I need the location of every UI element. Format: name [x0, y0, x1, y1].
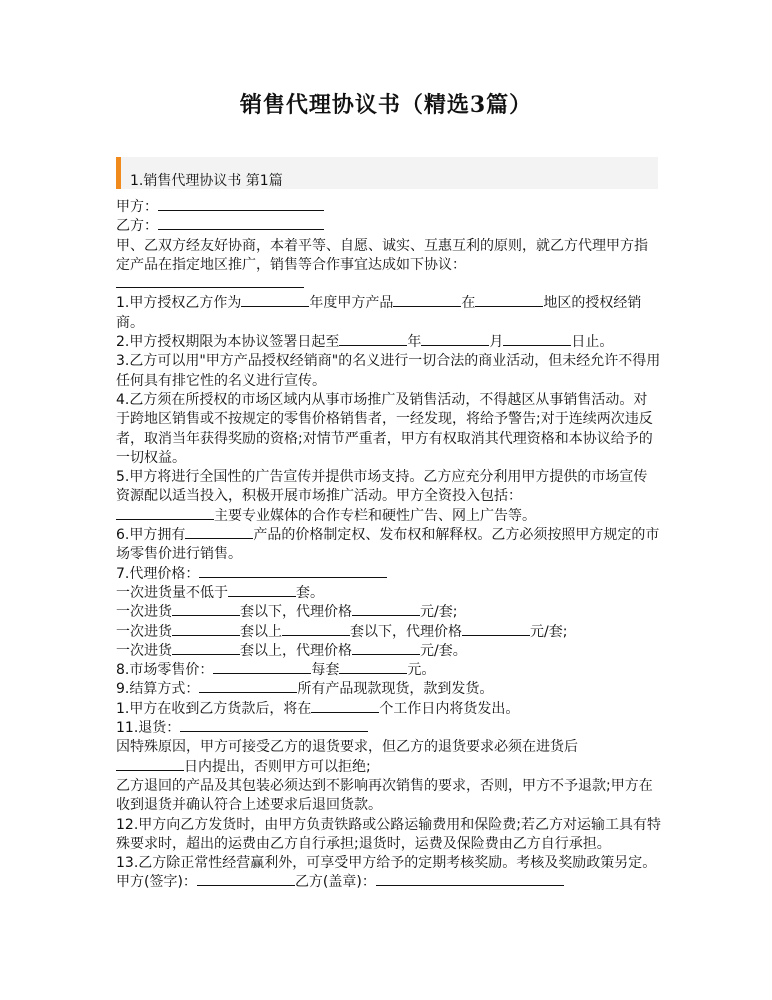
- clause-11b: 日内提出，否则甲方可以拒绝;: [116, 758, 661, 777]
- clause-12: 12.甲方向乙方发货时，由甲方负责铁路或公路运输费用和保险费;若乙方对运输工具有特殊要求时，超出的运费由乙方自行承担;退货时，运费及保险费由乙方自行承担。: [116, 816, 661, 852]
- section-heading: 1.销售代理协议书 第1篇: [130, 173, 283, 189]
- party-b-line: 乙方：: [116, 217, 661, 236]
- section-header: [116, 157, 658, 189]
- clause-13: 13.乙方除正常性经营赢利外，可享受甲方给予的定期考核奖励。考核及奖励政策另定。: [116, 855, 657, 872]
- clause-4: 4.乙方须在所授权的市场区域内从事市场推广及销售活动，不得越区从事销售活动。对于跨地区销售或不按规定的零售价格销售者，一经发现，将给予警告;对于连续两次违反者，取消当年获得奖励的资格;对情节严重者，甲方有权取消其代理资格和本协议给予的一切权益。: [116, 391, 653, 466]
- clause-11: 11.退货：: [116, 719, 661, 738]
- party-a-line: 甲方：: [116, 198, 661, 217]
- clause-11a: 因特殊原因，甲方可接受乙方的退货要求，但乙方的退货要求必须在进货后: [116, 739, 578, 756]
- clause-6: 6.甲方拥有 产品的价格制定权、发布权和解释权。乙方必须按照甲方规定的市场零售价进行销售。: [116, 527, 660, 563]
- blank-field: [116, 275, 304, 288]
- clause-5: 5.甲方将进行全国性的广告宣传并提供市场支持。乙方应充分利用甲方提供的市场宣传资源配以适当投入，积极开展市场推广活动。甲方全资投入包括：: [116, 469, 648, 505]
- signature-line: 甲方(签字)： 乙方(盖章)：: [116, 873, 661, 892]
- section-accent-bar: [116, 157, 121, 189]
- clause-9: 9.结算方式： 所有产品现款现货，款到发货。: [116, 681, 494, 698]
- clause-7d: 一次进货 套以上，代理价格 元/套。: [116, 642, 467, 659]
- clause-7c: 一次进货 套以上 套以下，代理价格 元/套;: [116, 623, 568, 640]
- clause-7a: 一次进货量不低于 套。: [116, 584, 324, 601]
- blank-field: [158, 217, 324, 230]
- clause-5-cont: 主要专业媒体的合作专栏和硬性广告、网上广告等。: [116, 507, 661, 526]
- clause-7b: 一次进货 套以下，代理价格 元/套;: [116, 604, 458, 621]
- agreement-body: [116, 198, 661, 893]
- clause-11c: 乙方退回的产品及其包装必须达到不影响再次销售的要求，否则，甲方不予退款;甲方在收到退货并确认符合上述要求后退回货款。: [116, 777, 653, 814]
- document-title: 销售代理协议书（精选3篇）: [239, 92, 533, 118]
- clause-10: 1.甲方在收到乙方货款后，将在 个工作日内将货发出。: [116, 700, 520, 717]
- clause-7: 7.代理价格：: [116, 565, 661, 584]
- clause-8: 8.市场零售价： 每套 元。: [116, 662, 436, 679]
- clause-2: 2.甲方授权期限为本协议签署日起至 年 月 日止。: [116, 334, 614, 351]
- clause-1: 1.甲方授权乙方作为 年度甲方产品 在 地区的授权经销商。: [116, 295, 642, 331]
- preamble: 甲、乙双方经友好协商，本着平等、自愿、诚实、互惠互利的原则，就乙方代理甲方指定产品在指定地区推广，销售等合作事宜达成如下协议：: [116, 237, 648, 273]
- blank-field: [158, 198, 324, 211]
- divider-line: [116, 275, 661, 294]
- clause-3: 3.乙方可以用"甲方产品授权经销商"的名义进行一切合法的商业活动，但未经允许不得用任何具有排它性的名义进行宣传。: [116, 353, 661, 389]
